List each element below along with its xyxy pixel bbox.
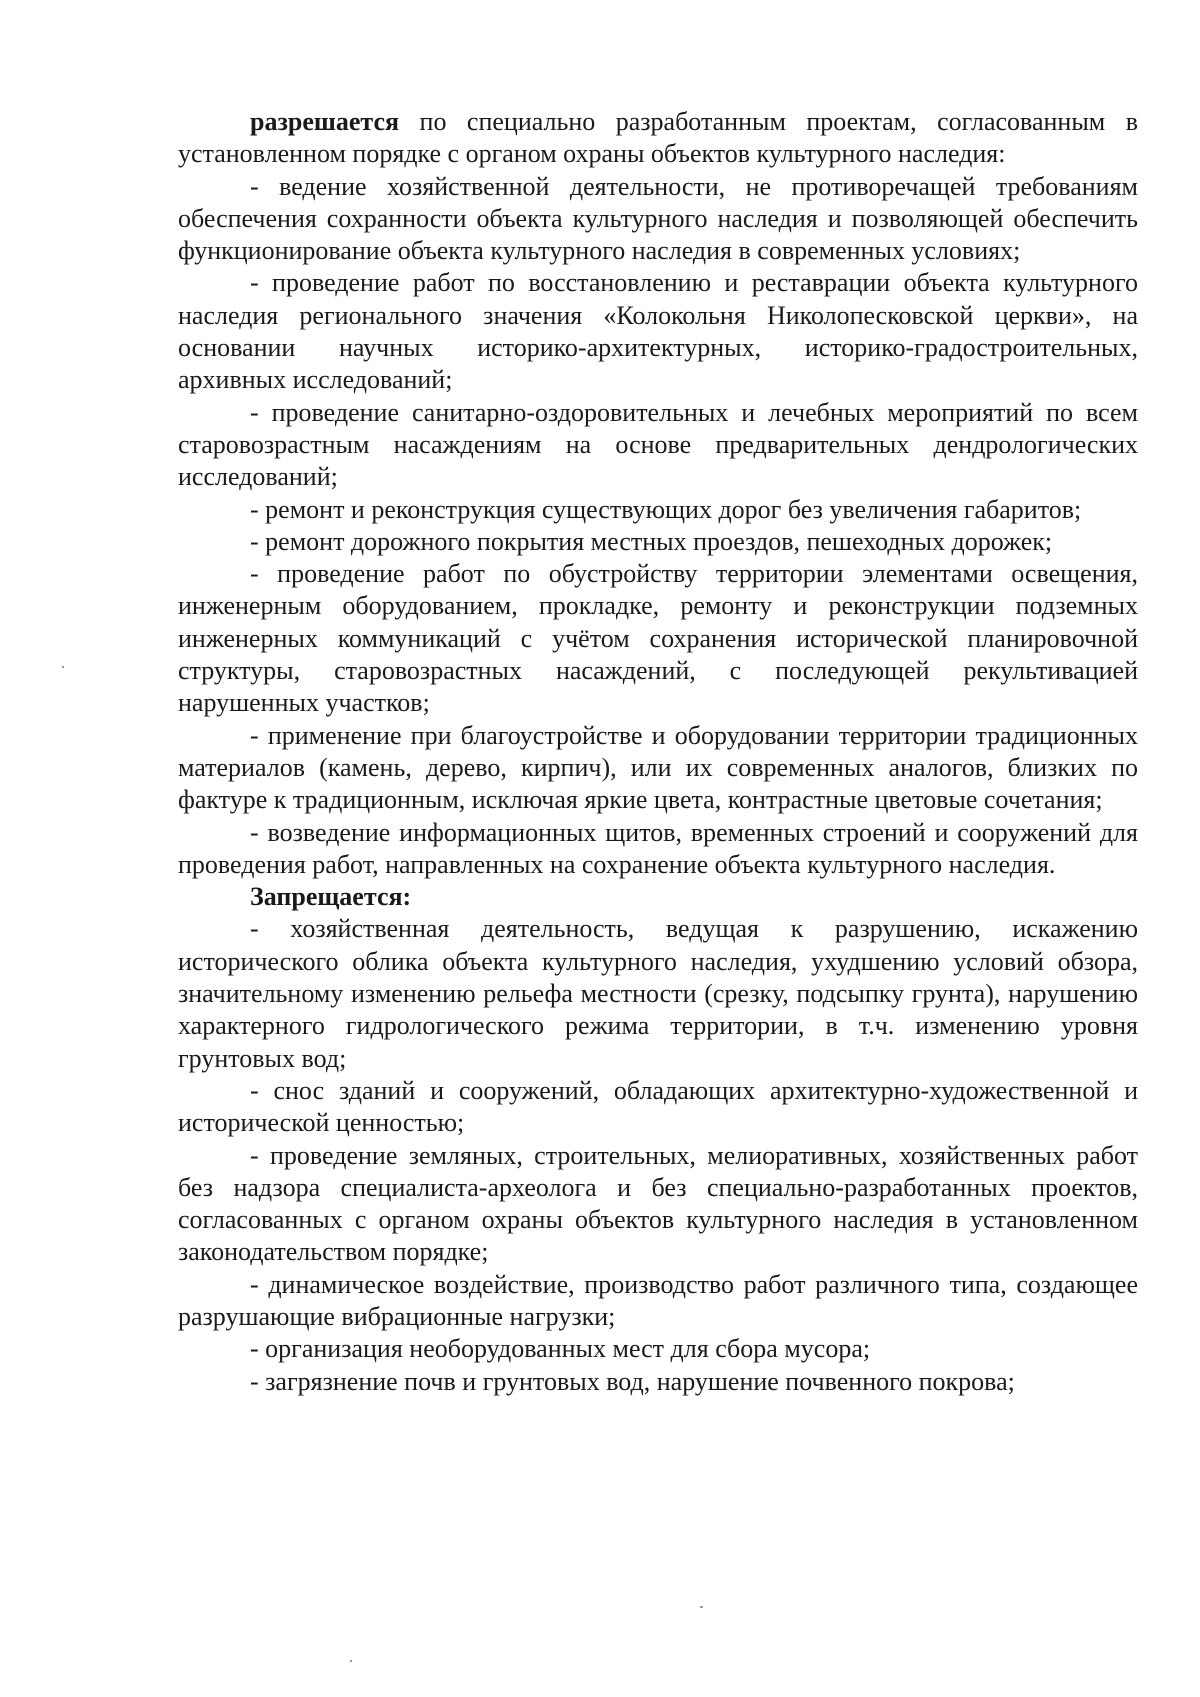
- allowed-item: - ремонт и реконструкция существующих дорог без увеличения габаритов;: [250, 494, 1082, 524]
- scan-speck: [62, 666, 64, 668]
- allowed-item: - ремонт дорожного покрытия местных проездов, пешеходных дорожек;: [250, 526, 1053, 556]
- prohibited-heading: Запрещается:: [250, 882, 412, 912]
- intro-paragraph: [178, 106, 1138, 171]
- allowed-item: - возведение информационных щитов, временных строений и сооружений для проведения работ, направленных на сохранение объекта культурного наследия.: [178, 817, 1138, 879]
- intro-text: по специально разработанным проектам, согласованным в установленном порядке с органом охраны объектов культурного наследия:: [178, 107, 1138, 169]
- prohibited-item: - загрязнение почв и грунтовых вод, нарушение почвенного покрова;: [250, 1366, 1015, 1396]
- scan-speck: [700, 1606, 703, 1608]
- scan-speck: [350, 1660, 352, 1662]
- allowed-item: - проведение санитарно-оздоровительных и лечебных мероприятий по всем старовозрастным насаждениям на основе предварительных дендрологических исследований;: [178, 397, 1138, 492]
- prohibited-item: - проведение земляных, строительных, мелиоративных, хозяйственных работ без надзора специалиста-археолога и без специально-разработанных проектов, согласованных с органом охраны объектов культурного наследия в установленном законодательством порядке;: [178, 1140, 1138, 1267]
- prohibited-item: - хозяйственная деятельность, ведущая к разрушению, искажению исторического облика объекта культурного наследия, ухудшению условий обзора, значительному изменению рельефа местности (срезку, подсыпку грунта), нарушению характерного гидрологического режима территории, в т.ч. изменению уровня грунтовых вод;: [178, 914, 1138, 1073]
- prohibited-item: - снос зданий и сооружений, обладающих архитектурно-художественной и исторической ценностью;: [178, 1075, 1138, 1138]
- allowed-item: - проведение работ по восстановлению и реставрации объекта культурного наследия регионального значения «Колокольня Николопесковской церкви», на основании научных историко-архитектурных, историко-градостроительных, архивных исследований;: [178, 268, 1138, 395]
- prohibited-item: - динамическое воздействие, производство работ различного типа, создающее разрушающие вибрационные нагрузки;: [178, 1269, 1138, 1331]
- intro-bold-word: разрешается: [250, 107, 400, 136]
- prohibited-item: - организация необорудованных мест для сбора мусора;: [250, 1334, 871, 1364]
- document-body: [178, 106, 1138, 1398]
- allowed-item: - проведение работ по обустройству территории элементами освещения, инженерным оборудованием, прокладке, ремонту и реконструкции подземных инженерных коммуникаций с учётом сохранения исторической планировочной структуры, старовозрастных насаждений, с последующей рекультивацией нарушенных участков;: [178, 559, 1138, 718]
- allowed-item: - применение при благоустройстве и оборудовании территории традиционных материалов (камень, дерево, кирпич), или их современных аналогов, близких по фактуре к традиционным, исключая яркие цвета, контрастные цветовые сочетания;: [178, 720, 1138, 815]
- allowed-item: - ведение хозяйственной деятельности, не противоречащей требованиям обеспечения сохранности объекта культурного наследия и позволяющей обеспечить функционирование объекта культурного наследия в современных условиях;: [178, 171, 1138, 266]
